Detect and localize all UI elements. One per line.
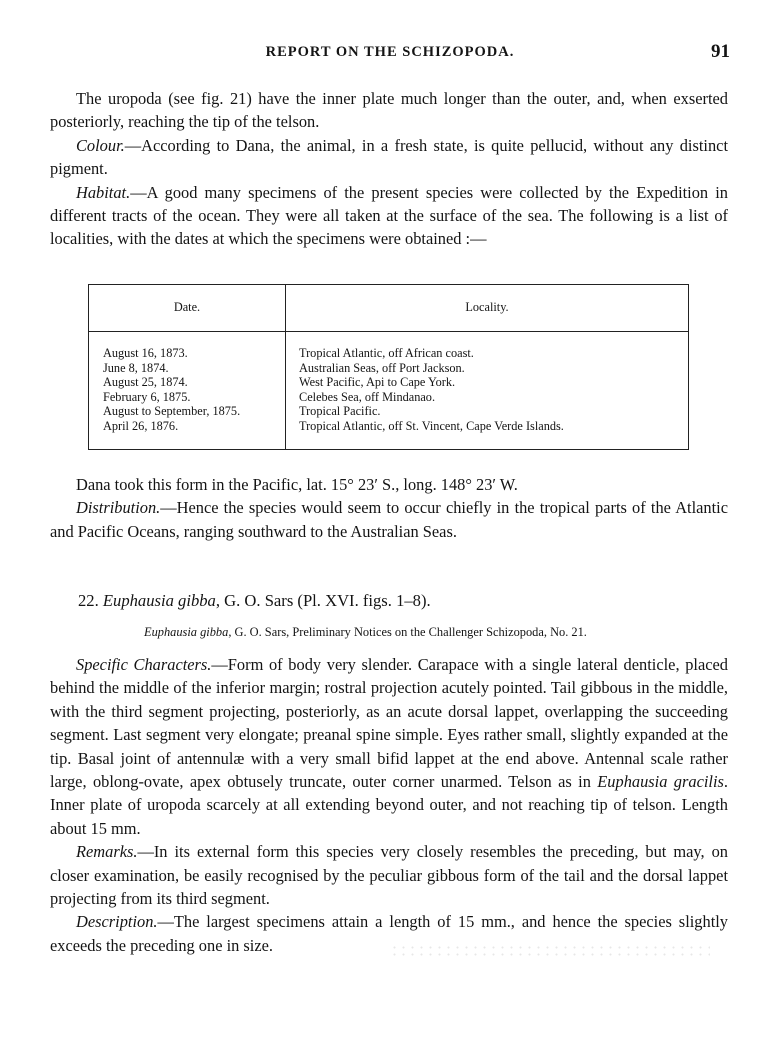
euphausia-gracilis-ref: Euphausia gracilis bbox=[597, 772, 724, 792]
locality-column-header: Locality. bbox=[465, 300, 509, 314]
species-heading bbox=[78, 591, 431, 611]
column-divider bbox=[285, 285, 286, 449]
colour-paragraph bbox=[50, 134, 728, 181]
locality-column bbox=[299, 346, 564, 434]
intro-section bbox=[50, 87, 728, 251]
habitat-text: —A good many specimens of the present species were collected by the Expedition in different tracts of the ocean. They were all taken at the surface of the sea. The following is a list of localities, with the dates at which the specimens were obtained :— bbox=[50, 182, 728, 249]
locality-cell: Tropical Atlantic, off St. Vincent, Cape Verde Islands. bbox=[299, 418, 564, 433]
uropoda-paragraph: The uropoda (see fig. 21) have the inner plate much longer than the outer, and, when exserted posteriorly, reaching the tip of the telson. bbox=[50, 89, 728, 132]
table-header-row bbox=[89, 285, 688, 332]
running-title: REPORT ON THE SCHIZOPODA. bbox=[265, 44, 515, 60]
locality-cell: West Pacific, Api to Cape York. bbox=[299, 375, 456, 390]
remarks-text: —In its external form this species very closely resembles the preceding, but may, on closer examination, be easily recognised by the peculiar gibbous form of the tail and the dorsal lappet projecting from its third segment. bbox=[50, 842, 728, 909]
date-cell: August to September, 1875. bbox=[103, 404, 241, 419]
date-cell: August 16, 1873. bbox=[103, 346, 188, 360]
specific-characters-label: Specific Characters. bbox=[76, 655, 212, 674]
species-name: Euphausia gibba bbox=[102, 591, 216, 610]
distribution-section bbox=[50, 473, 728, 543]
remarks-paragraph bbox=[50, 840, 728, 910]
distribution-paragraph bbox=[50, 496, 728, 543]
print-speckle-artifact bbox=[390, 944, 710, 958]
habitat-paragraph bbox=[50, 181, 728, 251]
colour-text: —According to Dana, the animal, in a fresh state, is quite pellucid, without any distinct pigment. bbox=[50, 135, 728, 179]
habitat-label: Habitat. bbox=[76, 182, 131, 202]
synonym-reference bbox=[144, 625, 587, 640]
specific-characters-text-a: —Form of body very slender. Carapace with a single lateral denticle, placed behind the middle of the inferior margin; rostral projection acutely pointed. Tail gibbous in the middle, with the third segment projecting, posteriorly, as an acute dorsal lappet, overlapping the succeeding segment. Last segment very elongate; preanal spine simple. Eyes rather small, slightly expanded at the tip. Basal joint of antennulæ with a very small bifid lappet at the end above. Antennal scale rather large, oblong-ovate, apex obtusely truncate, outer corner unarmed. Telson as in bbox=[50, 655, 728, 792]
distribution-label: Distribution. bbox=[76, 498, 161, 518]
page-header bbox=[50, 41, 730, 70]
date-cell: April 26, 1876. bbox=[103, 418, 179, 433]
synonym-name: Euphausia gibba bbox=[144, 625, 229, 639]
dana-paragraph: Dana took this form in the Pacific, lat. 15° 23′ S., long. 148° 23′ W. bbox=[76, 475, 518, 494]
page-number: 91 bbox=[711, 41, 730, 62]
description-text: —The largest specimens attain a length of 15 mm., and hence the species slightly exceeds the preceding one in size. bbox=[50, 912, 728, 955]
description-label: Description. bbox=[76, 912, 158, 932]
synonym-text: , G. O. Sars, Preliminary Notices on the Challenger Schizopoda, No. 21. bbox=[228, 625, 587, 639]
date-cell: February 6, 1875. bbox=[103, 389, 191, 404]
description-section bbox=[50, 653, 728, 957]
species-number: 22. bbox=[78, 591, 99, 610]
species-author: , G. O. Sars (Pl. XVI. figs. 1–8). bbox=[215, 591, 431, 610]
specific-characters-text-b: . Inner plate of uropoda scarcely at all extending beyond outer, and not reaching tip of telson. Length about 15 mm. bbox=[50, 772, 728, 838]
distribution-text: —Hence the species would seem to occur chiefly in the tropical parts of the Atlantic and Pacific Oceans, ranging southward to the Australian Seas. bbox=[50, 498, 728, 541]
remarks-label: Remarks. bbox=[76, 842, 138, 862]
date-column bbox=[103, 346, 240, 434]
localities-table bbox=[88, 284, 689, 450]
date-column-header: Date. bbox=[173, 300, 201, 314]
date-cell: June 8, 1874. bbox=[103, 360, 169, 375]
date-cell: August 25, 1874. bbox=[103, 375, 188, 390]
colour-label: Colour. bbox=[76, 135, 125, 155]
specific-characters-paragraph bbox=[50, 653, 728, 840]
locality-cell: Australian Seas, off Port Jackson. bbox=[299, 360, 465, 375]
locality-cell: Tropical Pacific. bbox=[299, 404, 381, 419]
locality-cell: Celebes Sea, off Mindanao. bbox=[299, 389, 436, 404]
locality-cell: Tropical Atlantic, off African coast. bbox=[299, 346, 474, 360]
